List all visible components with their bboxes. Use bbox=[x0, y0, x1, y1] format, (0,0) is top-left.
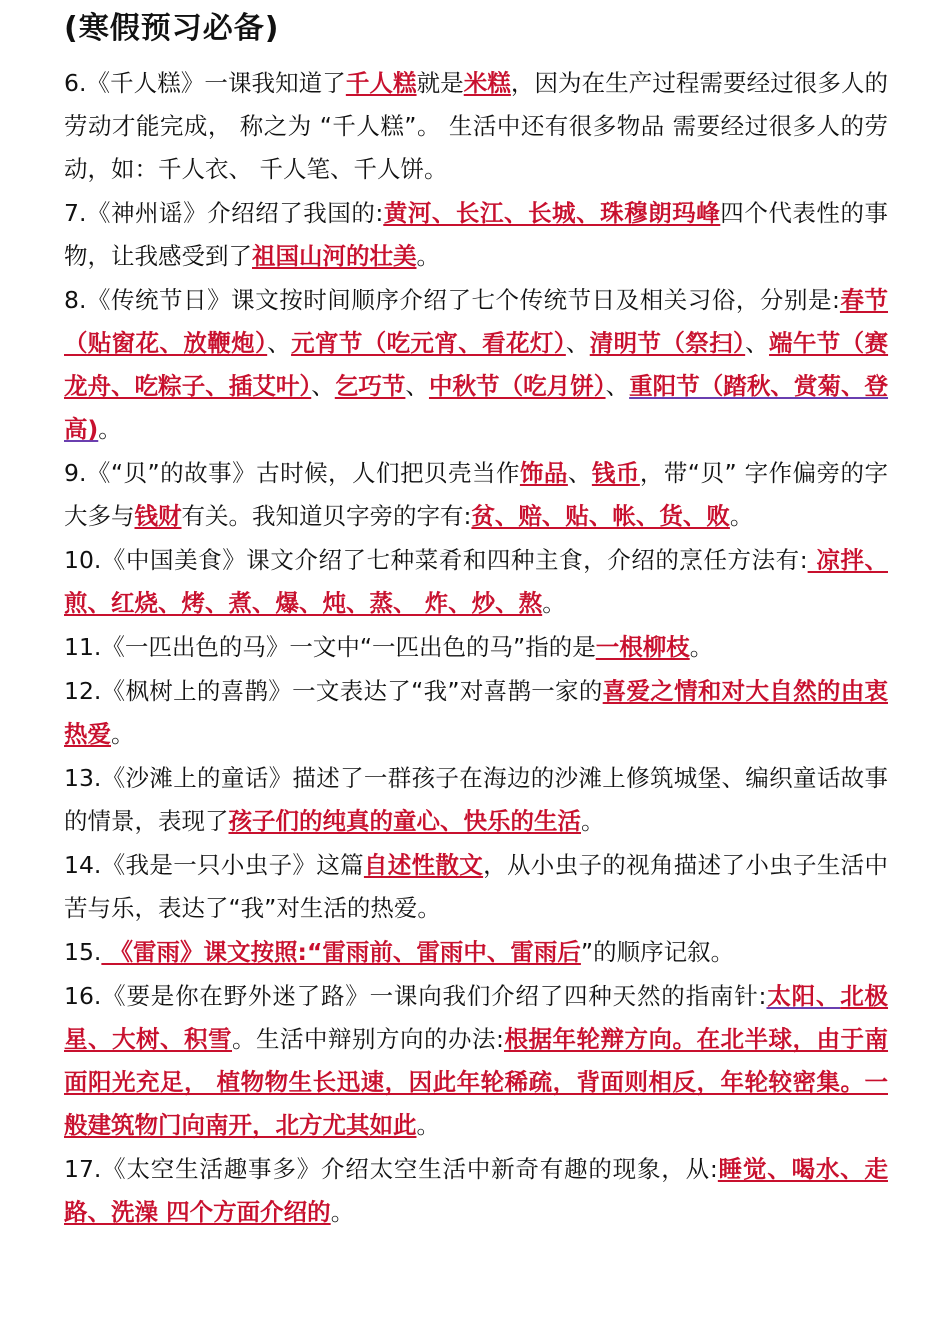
item-text: 有关。我知道贝字旁的字有: bbox=[181, 502, 472, 530]
item-text: 10.《中国美食》课文介绍了七种菜肴和四种主食，介绍的烹任方法有: bbox=[64, 546, 808, 574]
list-item-14 bbox=[64, 844, 888, 930]
item-text: 16.《要是你在野外迷了路》一课向我们介绍了四种天然的指南针: bbox=[64, 982, 767, 1010]
item-text: ，从小虫子的视角描述了小虫子生活中苦与乐，表达了“我”对生活的热爱。 bbox=[64, 851, 889, 922]
knowledge-list bbox=[64, 62, 888, 1234]
key-answer: 贫、赔、贴、帐、货、败 bbox=[471, 502, 730, 530]
key-answer: 根据年轮辩方向。在北半球，由于南面阳光充足， 植物物生长迅速，因此年轮稀疏，背面则相反，年轮较密集。一般建筑物门向南开，北方尤其如此 bbox=[64, 1025, 889, 1139]
item-text: 、 bbox=[565, 329, 590, 357]
item-text: 。 bbox=[98, 415, 122, 443]
item-text: 。 bbox=[689, 633, 714, 661]
item-text: 8.《传统节日》课文按时间顺序介绍了七个传统节日及相关习俗，分别是: bbox=[64, 286, 840, 314]
list-item-12 bbox=[64, 670, 888, 756]
key-answer: 千人糕 bbox=[345, 69, 417, 97]
key-answer: 春节（贴窗花、放鞭炮） bbox=[64, 286, 889, 357]
list-item-7 bbox=[64, 192, 888, 278]
key-answer: 乞巧节 bbox=[334, 372, 406, 400]
page-title: (寒假预习必备) bbox=[64, 11, 280, 46]
key-answer: 北极星、大树、积雪 bbox=[64, 982, 889, 1053]
item-text: 6.《千人糕》一课我知道了 bbox=[64, 69, 346, 97]
key-answer: 元宵节（吃元宵、看花灯） bbox=[291, 329, 566, 357]
key-answer: 钱财 bbox=[134, 502, 182, 530]
item-text: 12.《枫树上的喜鹊》一文表达了“我”对喜鹊一家的 bbox=[64, 677, 603, 705]
key-answer: 中秋节（吃月饼） bbox=[428, 372, 606, 400]
list-item-17 bbox=[64, 1148, 888, 1234]
list-item-10 bbox=[64, 539, 888, 625]
item-text: ，带“贝” 字作偏旁的字大多与 bbox=[64, 459, 888, 530]
item-text: 。 bbox=[330, 1198, 355, 1226]
list-item-16 bbox=[64, 975, 888, 1147]
item-text: 。 bbox=[416, 1111, 440, 1139]
item-text: 9.《“贝”的故事》古时候，人们把贝壳当作 bbox=[64, 459, 520, 487]
item-text: 7.《神州谣》介绍绍了我国的: bbox=[64, 199, 384, 227]
item-text: 、 bbox=[605, 372, 630, 400]
item-text: 。 bbox=[416, 242, 440, 270]
item-text: 。 bbox=[581, 807, 605, 835]
key-answer: 重阳节（踏秋、赏菊、登高) bbox=[64, 372, 889, 443]
item-text: 。 bbox=[111, 720, 135, 748]
item-text: 。 bbox=[729, 502, 754, 530]
key-answer: 黄河、长江、长城、珠穆朗玛峰 bbox=[383, 199, 721, 227]
list-item-13 bbox=[64, 757, 888, 843]
key-answer: 太阳、 bbox=[766, 982, 841, 1010]
key-answer: 米糕 bbox=[463, 69, 511, 97]
list-item-9 bbox=[64, 452, 888, 538]
item-text: 就是 bbox=[416, 69, 464, 97]
item-text: 15. bbox=[64, 938, 102, 966]
item-text: 11.《一匹出色的马》一文中“一匹出色的马”指的是 bbox=[64, 633, 596, 661]
item-text: 、 bbox=[567, 459, 592, 487]
item-text: 、 bbox=[267, 329, 292, 357]
item-text: 、 bbox=[745, 329, 770, 357]
item-text: 四个代表性的事物，让我感受到了 bbox=[64, 199, 889, 270]
item-text: ”的顺序记叙。 bbox=[580, 938, 735, 966]
list-item-15 bbox=[64, 931, 888, 974]
key-answer: 孩子们的纯真的童心、快乐的生活 bbox=[228, 807, 581, 835]
item-text: 。生活中辩别方向的办法: bbox=[232, 1025, 504, 1053]
item-text: 14.《我是一只小虫子》这篇 bbox=[64, 851, 364, 879]
key-answer: 端午节（赛龙舟、吃粽子、插艾叶） bbox=[64, 329, 889, 400]
key-answer: 饰品 bbox=[519, 459, 568, 487]
key-answer: 凉拌、煎、红烧、烤、煮、爆、炖、蒸、 炸、炒、熬 bbox=[64, 546, 888, 617]
key-answer: 钱币 bbox=[591, 459, 640, 487]
key-answer: 一根柳枝 bbox=[595, 633, 690, 661]
key-answer: 自述性散文 bbox=[363, 851, 484, 879]
key-answer: 喜爱之情和对大自然的由衷热爱 bbox=[64, 677, 888, 748]
key-answer: 清明节（祭扫） bbox=[589, 329, 746, 357]
item-text: 、 bbox=[311, 372, 335, 400]
key-answer: 睡觉、喝水、走路、洗澡 四个方面介绍的 bbox=[64, 1155, 888, 1226]
item-text: 、 bbox=[405, 372, 429, 400]
item-text: 17.《太空生活趣事多》介绍太空生活中新奇有趣的现象，从: bbox=[64, 1155, 718, 1183]
item-text: 13.《沙滩上的童话》描述了一群孩子在海边的沙滩上修筑城堡、编织童话故事的情景，表现了 bbox=[64, 764, 888, 835]
list-item-11 bbox=[64, 626, 888, 669]
key-answer: 祖国山河的壮美 bbox=[252, 242, 417, 270]
item-text: 。 bbox=[542, 589, 566, 617]
item-text: ，因为在生产过程需要经过很多人的劳动才能完成， 称之为 “千人糕”。 生活中还有很多物品 需要经过很多人的劳动，如：千人衣、 千人笔、千人饼。 bbox=[64, 69, 889, 183]
key-answer: 《雷雨》课文按照:“雷雨前、雷雨中、雷雨后 bbox=[101, 938, 581, 966]
list-item-8 bbox=[64, 279, 888, 451]
list-item-6 bbox=[64, 62, 888, 191]
